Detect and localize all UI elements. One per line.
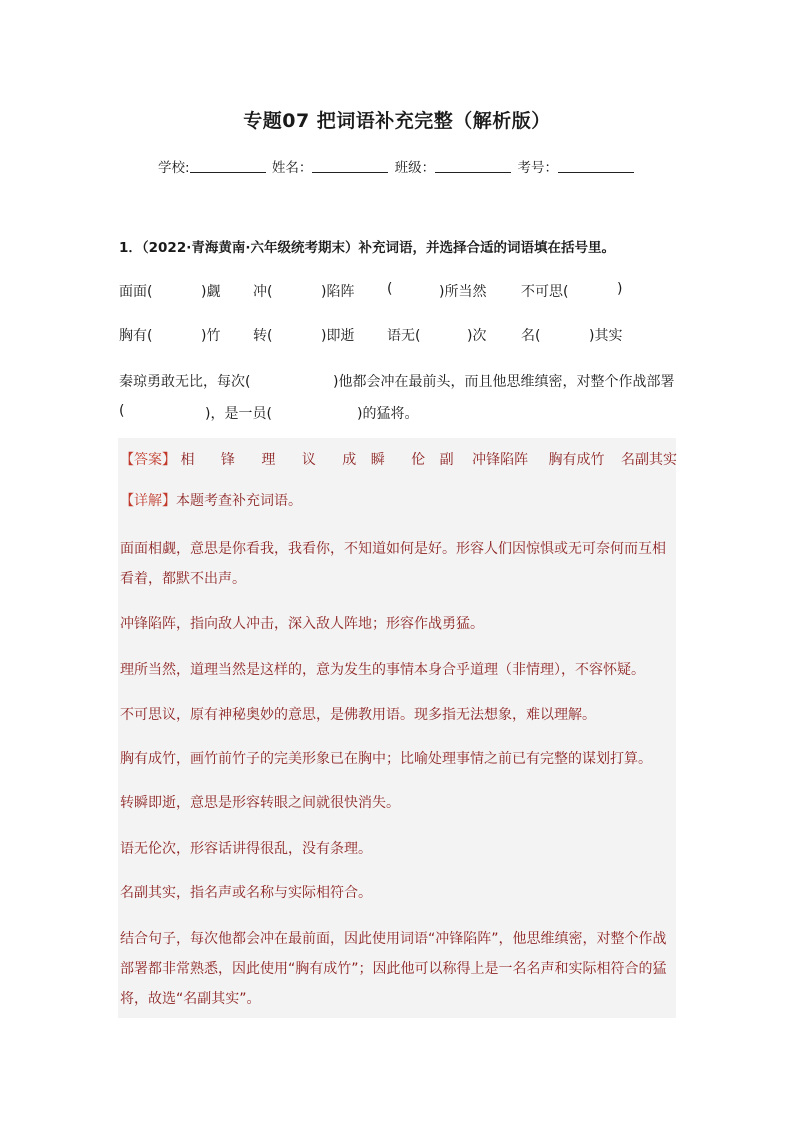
answer-tag: 【答案】: [120, 452, 176, 468]
sentence2-part-2: )，是一员(: [205, 406, 272, 422]
detail-line-6: 转瞬即逝，意思是形容转眼之间就很快消失。: [120, 795, 400, 811]
answer-item-6: 瞬: [370, 452, 385, 468]
detail-tag: 【详解】: [120, 493, 176, 509]
row1-part-2: )觑: [201, 284, 221, 300]
detail-intro-text: 本题考查补充词语。: [176, 493, 302, 509]
detail-line-4: 不可思议，原有神秘奥妙的意思，是佛教用语。现多指无法想象，难以理解。: [120, 707, 596, 723]
answer-item-3: 理: [261, 452, 276, 468]
row1-part-5: (: [387, 281, 393, 297]
question-1-stem: 1．（2022·青海黄南·六年级统考期末）补充词语，并选择合适的词语填在括号里。: [119, 240, 615, 256]
detail-line-8: 名副其实，指名声或名称与实际相符合。: [120, 885, 372, 901]
detail-line-9: 结合句子，每次他都会冲在最前面，因此使用词语“冲锋陷阵”，他思维缜密，对整个作战部署都非常熟悉，因此使用“胸有成竹”；因此他可以称得上是一名名声和实际相符合的猛将，故选“名副其实”。: [120, 931, 667, 1007]
school-label: 学校:: [158, 160, 190, 176]
sentence1-part-1: 秦琼勇敢无比，每次(: [119, 374, 251, 390]
answer-line: [120, 449, 677, 469]
answer-item-4: 议: [301, 452, 316, 468]
row1-part-6: )所当然: [439, 284, 487, 300]
detail-line-1: 面面相觑，意思是你看我，我看你，不知道如何是好。形容人们因惊惧或无可奈何而互相看着，都默不出声。: [120, 541, 666, 587]
row2-part-2: )竹: [201, 328, 221, 344]
answer-item-8: 副: [439, 452, 454, 468]
detail-line-5: 胸有成竹，画竹前竹子的完美形象已在胸中；比喻处理事情之前已有完整的谋划打算。: [120, 751, 652, 767]
page-title: 专题07 把词语补充完整（解析版）: [243, 110, 551, 132]
answer-item-2: 锋: [220, 452, 235, 468]
row2-part-7: 名(: [521, 328, 541, 344]
answer-item-10: 胸有成竹: [548, 452, 605, 468]
answer-item-9: 冲锋陷阵: [472, 452, 529, 468]
class-label: 班级：: [394, 160, 436, 176]
name-blank[interactable]: [312, 160, 388, 173]
row2-part-6: )次: [467, 328, 487, 344]
row1-part-1: 面面(: [119, 284, 153, 300]
row2-part-1: 胸有(: [119, 328, 153, 344]
name-label: 姓名：: [271, 160, 313, 176]
answer-item-11: 名副其实: [620, 452, 677, 468]
school-blank[interactable]: [190, 160, 266, 173]
answer-item-1: 相: [180, 452, 195, 468]
row1-part-4: )陷阵: [321, 284, 355, 300]
student-info: [0, 156, 794, 176]
detail-line-7: 语无伦次，形容话讲得很乱，没有条理。: [120, 841, 372, 857]
detail-line-3: 理所当然，道理当然是这样的，意为发生的事情本身合乎道理（非情理），不容怀疑。: [120, 662, 645, 678]
row2-part-4: )即逝: [321, 328, 355, 344]
detail-intro: [120, 486, 676, 516]
number-label: 考号：: [517, 160, 558, 176]
row1-part-7: 不可思(: [521, 284, 569, 300]
class-blank[interactable]: [435, 160, 511, 173]
sentence1-part-2: )他都会冲在最前头，而且他思维缜密，对整个作战部署: [333, 374, 675, 390]
answer-item-5: 成: [342, 452, 357, 468]
row2-part-8: )其实: [589, 328, 623, 344]
row2-part-3: 转(: [253, 328, 273, 344]
row1-part-3: 冲(: [253, 284, 273, 300]
row2-part-5: 语无(: [387, 328, 421, 344]
row1-part-8: ): [617, 281, 623, 297]
detail-line-2: 冲锋陷阵，指向敌人冲击，深入敌人阵地；形容作战勇猛。: [120, 616, 484, 632]
number-blank[interactable]: [558, 160, 634, 173]
sentence2-part-3: )的猛将。: [357, 406, 419, 422]
sentence2-part-1: (: [119, 403, 125, 419]
answer-item-7: 伦: [411, 452, 426, 468]
